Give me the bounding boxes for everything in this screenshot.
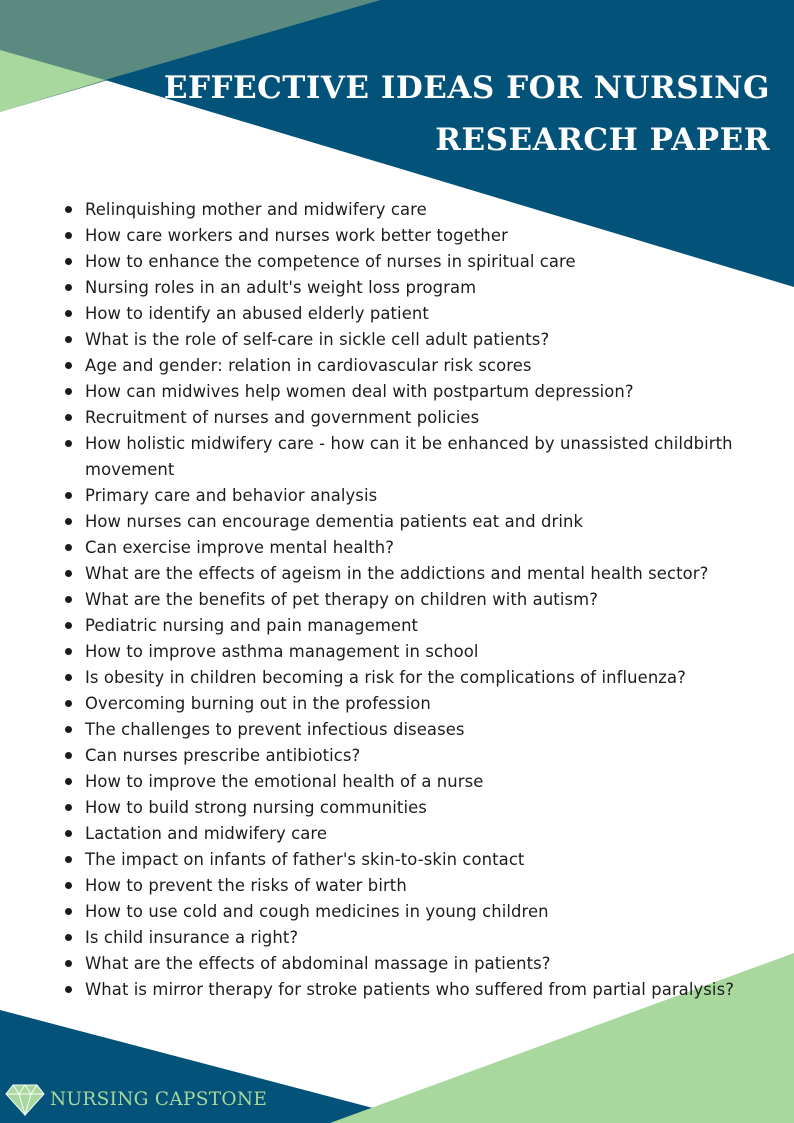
list-item: Age and gender: relation in cardiovascular risk scores (63, 353, 743, 379)
list-item: Primary care and behavior analysis (63, 483, 743, 509)
brand-name: NURSING CAPSTONE (50, 1088, 268, 1110)
list-item: What is mirror therapy for stroke patients who suffered from partial paralysis? (63, 977, 743, 1003)
list-item: How can midwives help women deal with postpartum depression? (63, 379, 743, 405)
list-item: How to enhance the competence of nurses in spiritual care (63, 249, 743, 275)
list-item: How to use cold and cough medicines in young children (63, 899, 743, 925)
list-item: How to improve the emotional health of a nurse (63, 769, 743, 795)
list-item: Can exercise improve mental health? (63, 535, 743, 561)
list-item: Recruitment of nurses and government policies (63, 405, 743, 431)
list-item: Can nurses prescribe antibiotics? (63, 743, 743, 769)
list-item: Lactation and midwifery care (63, 821, 743, 847)
list-item: Relinquishing mother and midwifery care (63, 197, 743, 223)
brand-logo[interactable] (5, 1082, 267, 1116)
list-item: Is obesity in children becoming a risk for the complications of influenza? (63, 665, 743, 691)
list-item: What are the effects of ageism in the addictions and mental health sector? (63, 561, 743, 587)
list-item: What is the role of self-care in sickle cell adult patients? (63, 327, 743, 353)
list-item: How to improve asthma management in school (63, 639, 743, 665)
list-item: How nurses can encourage dementia patients eat and drink (63, 509, 743, 535)
list-item: Nursing roles in an adult's weight loss program (63, 275, 743, 301)
title-line-1: EFFECTIVE IDEAS FOR NURSING (163, 70, 770, 106)
page-title (130, 62, 770, 166)
topic-list (63, 197, 743, 1003)
list-item: How to prevent the risks of water birth (63, 873, 743, 899)
list-item: How to build strong nursing communities (63, 795, 743, 821)
list-item: How holistic midwifery care - how can it be enhanced by unassisted childbirth movement (63, 431, 743, 483)
list-item: What are the effects of abdominal massage in patients? (63, 951, 743, 977)
title-line-2: RESEARCH PAPER (435, 122, 770, 158)
list-item: Is child insurance a right? (63, 925, 743, 951)
list-item: The challenges to prevent infectious diseases (63, 717, 743, 743)
list-item: What are the benefits of pet therapy on children with autism? (63, 587, 743, 613)
gem-icon (5, 1082, 45, 1116)
list-item: Pediatric nursing and pain management (63, 613, 743, 639)
list-item: How care workers and nurses work better together (63, 223, 743, 249)
list-item: How to identify an abused elderly patient (63, 301, 743, 327)
list-item: The impact on infants of father's skin-to-skin contact (63, 847, 743, 873)
list-item: Overcoming burning out in the profession (63, 691, 743, 717)
